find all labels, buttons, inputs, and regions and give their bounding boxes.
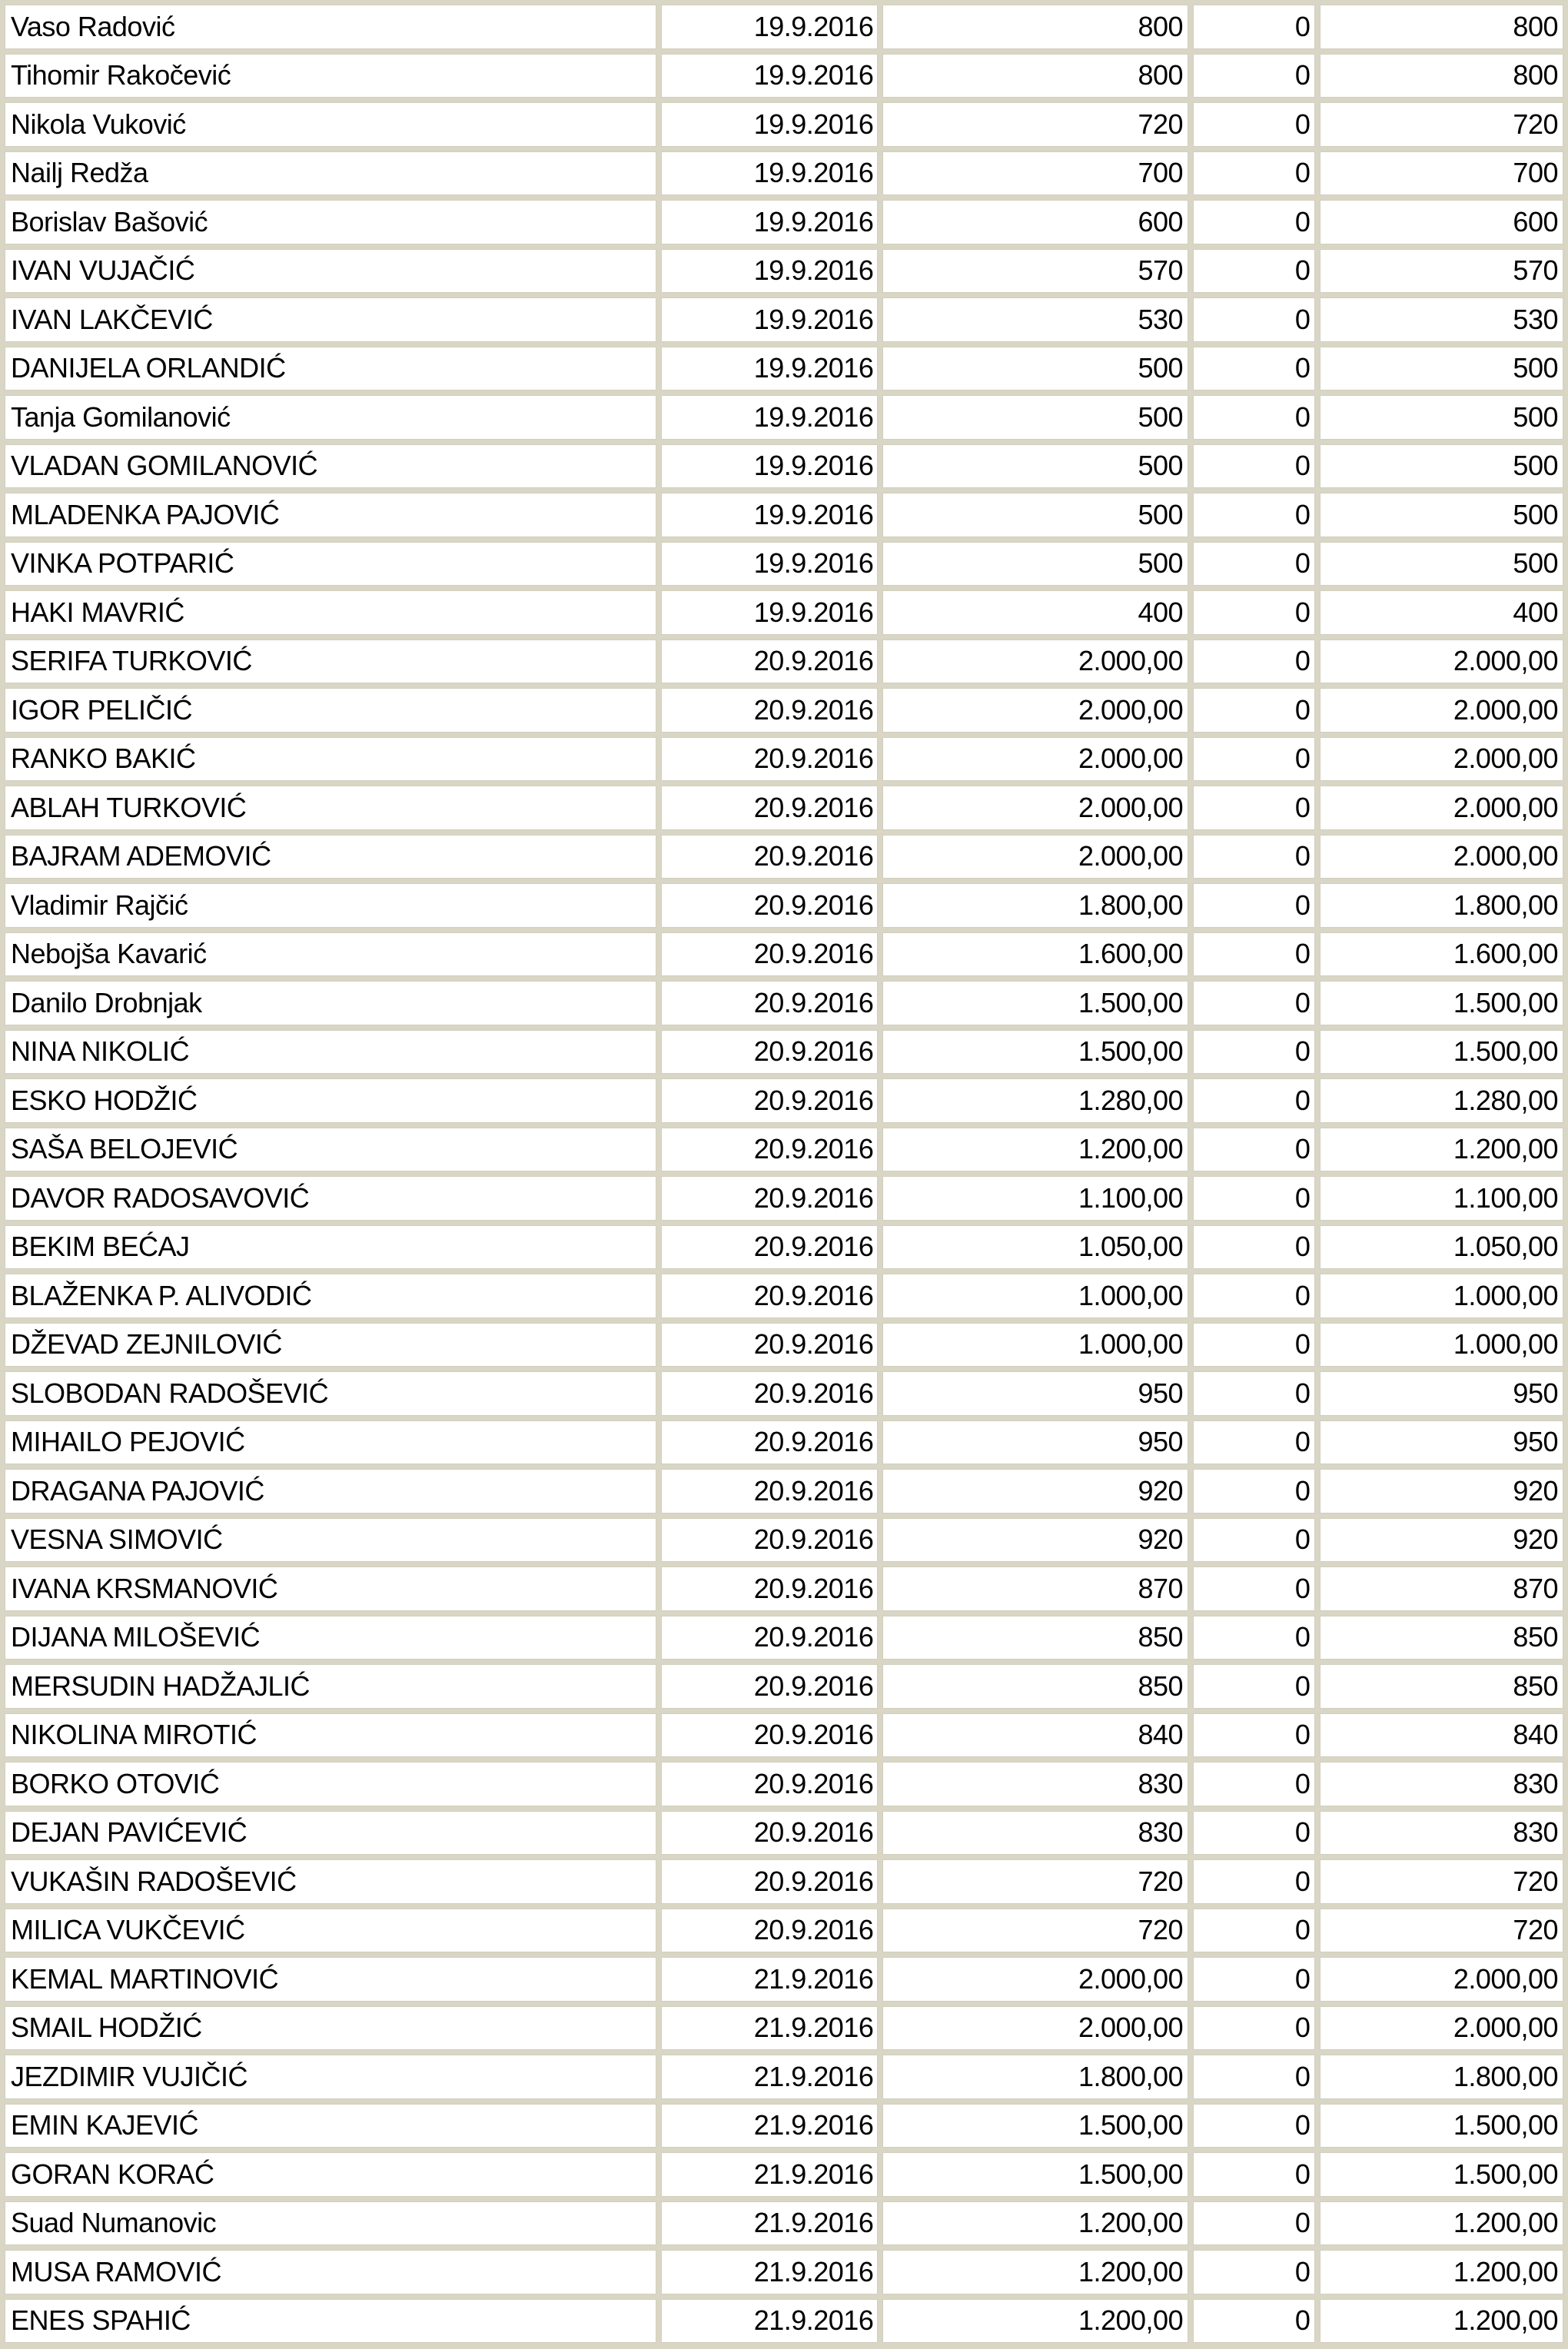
person-name-cell: BEKIM BEĆAJ	[5, 1225, 656, 1270]
amount-cell: 600	[882, 200, 1188, 244]
person-name-cell: MILICA VUKČEVIĆ	[5, 1909, 656, 1953]
date-cell: 20.9.2016	[661, 1713, 878, 1758]
person-name-cell: Suad Numanovic	[5, 2201, 656, 2246]
total-cell: 1.800,00	[1320, 2055, 1563, 2099]
person-name-cell: Nikola Vuković	[5, 102, 656, 147]
total-cell: 1.500,00	[1320, 2152, 1563, 2197]
person-name-cell: ABLAH TURKOVIĆ	[5, 786, 656, 830]
date-cell: 19.9.2016	[661, 249, 878, 294]
date-cell: 20.9.2016	[661, 786, 878, 830]
table-row	[5, 1176, 1563, 1221]
table-row	[5, 151, 1563, 196]
table-row	[5, 883, 1563, 928]
zero-cell: 0	[1193, 1323, 1315, 1367]
amount-cell: 850	[882, 1616, 1188, 1660]
total-cell: 800	[1320, 54, 1563, 98]
total-cell: 950	[1320, 1420, 1563, 1465]
table-row	[5, 2152, 1563, 2197]
zero-cell: 0	[1193, 2104, 1315, 2148]
person-name-cell: RANKO BAKIĆ	[5, 737, 656, 782]
zero-cell: 0	[1193, 444, 1315, 489]
date-cell: 19.9.2016	[661, 5, 878, 49]
total-cell: 570	[1320, 249, 1563, 294]
date-cell: 21.9.2016	[661, 2006, 878, 2051]
zero-cell: 0	[1193, 1176, 1315, 1221]
person-name-cell: HAKI MAVRIĆ	[5, 590, 656, 635]
date-cell: 20.9.2016	[661, 1567, 878, 1611]
table-row	[5, 54, 1563, 98]
person-name-cell: MERSUDIN HADŽAJLIĆ	[5, 1664, 656, 1709]
zero-cell: 0	[1193, 2006, 1315, 2051]
date-cell: 20.9.2016	[661, 932, 878, 977]
zero-cell: 0	[1193, 1225, 1315, 1270]
table-row	[5, 1811, 1563, 1856]
zero-cell: 0	[1193, 493, 1315, 537]
date-cell: 19.9.2016	[661, 347, 878, 391]
table-row	[5, 102, 1563, 147]
table-row	[5, 200, 1563, 244]
amount-cell: 2.000,00	[882, 1957, 1188, 2002]
person-name-cell: ESKO HODŽIĆ	[5, 1078, 656, 1123]
amount-cell: 1.500,00	[882, 2152, 1188, 2197]
person-name-cell: DRAGANA PAJOVIĆ	[5, 1469, 656, 1513]
date-cell: 20.9.2016	[661, 1078, 878, 1123]
zero-cell: 0	[1193, 2055, 1315, 2099]
person-name-cell: Vaso Radović	[5, 5, 656, 49]
date-cell: 20.9.2016	[661, 1469, 878, 1513]
table-row	[5, 347, 1563, 391]
zero-cell: 0	[1193, 1957, 1315, 2002]
zero-cell: 0	[1193, 1078, 1315, 1123]
person-name-cell: ENES SPAHIĆ	[5, 2299, 656, 2344]
zero-cell: 0	[1193, 2152, 1315, 2197]
amount-cell: 1.200,00	[882, 2201, 1188, 2246]
table-row	[5, 932, 1563, 977]
table-row	[5, 1518, 1563, 1563]
total-cell: 1.000,00	[1320, 1323, 1563, 1367]
person-name-cell: IVANA KRSMANOVIĆ	[5, 1567, 656, 1611]
amount-cell: 830	[882, 1762, 1188, 1806]
person-name-cell: DANIJELA ORLANDIĆ	[5, 347, 656, 391]
total-cell: 720	[1320, 1909, 1563, 1953]
total-cell: 920	[1320, 1469, 1563, 1513]
zero-cell: 0	[1193, 542, 1315, 586]
person-name-cell: Nebojša Kavarić	[5, 932, 656, 977]
person-name-cell: BAJRAM ADEMOVIĆ	[5, 835, 656, 879]
payments-table-body	[5, 5, 1563, 2343]
zero-cell: 0	[1193, 1274, 1315, 1318]
total-cell: 1.200,00	[1320, 1128, 1563, 1172]
total-cell: 840	[1320, 1713, 1563, 1758]
table-row	[5, 395, 1563, 440]
table-row	[5, 1420, 1563, 1465]
date-cell: 20.9.2016	[661, 1176, 878, 1221]
amount-cell: 1.000,00	[882, 1323, 1188, 1367]
total-cell: 830	[1320, 1762, 1563, 1806]
person-name-cell: DIJANA MILOŠEVIĆ	[5, 1616, 656, 1660]
total-cell: 1.500,00	[1320, 1030, 1563, 1075]
amount-cell: 950	[882, 1371, 1188, 1416]
zero-cell: 0	[1193, 1664, 1315, 1709]
person-name-cell: IVAN VUJAČIĆ	[5, 249, 656, 294]
table-row	[5, 1859, 1563, 1904]
table-row	[5, 2250, 1563, 2294]
table-row	[5, 493, 1563, 537]
total-cell: 1.050,00	[1320, 1225, 1563, 1270]
table-row	[5, 1371, 1563, 1416]
total-cell: 1.200,00	[1320, 2299, 1563, 2344]
amount-cell: 720	[882, 1859, 1188, 1904]
date-cell: 21.9.2016	[661, 2250, 878, 2294]
total-cell: 1.200,00	[1320, 2250, 1563, 2294]
person-name-cell: GORAN KORAĆ	[5, 2152, 656, 2197]
table-row	[5, 737, 1563, 782]
amount-cell: 500	[882, 444, 1188, 489]
zero-cell: 0	[1193, 54, 1315, 98]
person-name-cell: Borislav Bašović	[5, 200, 656, 244]
total-cell: 850	[1320, 1616, 1563, 1660]
amount-cell: 850	[882, 1664, 1188, 1709]
date-cell: 20.9.2016	[661, 1664, 878, 1709]
date-cell: 20.9.2016	[661, 981, 878, 1025]
table-row	[5, 1128, 1563, 1172]
person-name-cell: VINKA POTPARIĆ	[5, 542, 656, 586]
amount-cell: 840	[882, 1713, 1188, 1758]
total-cell: 700	[1320, 151, 1563, 196]
date-cell: 20.9.2016	[661, 1225, 878, 1270]
amount-cell: 1.200,00	[882, 2299, 1188, 2344]
amount-cell: 570	[882, 249, 1188, 294]
person-name-cell: VUKAŠIN RADOŠEVIĆ	[5, 1859, 656, 1904]
total-cell: 1.800,00	[1320, 883, 1563, 928]
amount-cell: 830	[882, 1811, 1188, 1856]
date-cell: 19.9.2016	[661, 297, 878, 342]
zero-cell: 0	[1193, 1762, 1315, 1806]
date-cell: 21.9.2016	[661, 1957, 878, 2002]
zero-cell: 0	[1193, 151, 1315, 196]
person-name-cell: SERIFA TURKOVIĆ	[5, 640, 656, 684]
amount-cell: 920	[882, 1518, 1188, 1563]
person-name-cell: SAŠA BELOJEVIĆ	[5, 1128, 656, 1172]
amount-cell: 1.000,00	[882, 1274, 1188, 1318]
amount-cell: 1.500,00	[882, 1030, 1188, 1075]
person-name-cell: MUSA RAMOVIĆ	[5, 2250, 656, 2294]
zero-cell: 0	[1193, 883, 1315, 928]
table-row	[5, 1713, 1563, 1758]
total-cell: 870	[1320, 1567, 1563, 1611]
zero-cell: 0	[1193, 1909, 1315, 1953]
amount-cell: 1.600,00	[882, 932, 1188, 977]
amount-cell: 720	[882, 1909, 1188, 1953]
person-name-cell: DEJAN PAVIĆEVIĆ	[5, 1811, 656, 1856]
zero-cell: 0	[1193, 200, 1315, 244]
total-cell: 2.000,00	[1320, 1957, 1563, 2002]
table-row	[5, 1225, 1563, 1270]
table-row	[5, 1909, 1563, 1953]
person-name-cell: SMAIL HODŽIĆ	[5, 2006, 656, 2051]
total-cell: 830	[1320, 1811, 1563, 1856]
date-cell: 19.9.2016	[661, 444, 878, 489]
date-cell: 20.9.2016	[661, 640, 878, 684]
table-row	[5, 640, 1563, 684]
person-name-cell: Nailj Redža	[5, 151, 656, 196]
total-cell: 720	[1320, 1859, 1563, 1904]
person-name-cell: BORKO OTOVIĆ	[5, 1762, 656, 1806]
table-row	[5, 590, 1563, 635]
amount-cell: 1.280,00	[882, 1078, 1188, 1123]
date-cell: 20.9.2016	[661, 1909, 878, 1953]
amount-cell: 1.500,00	[882, 2104, 1188, 2148]
zero-cell: 0	[1193, 347, 1315, 391]
date-cell: 20.9.2016	[661, 1371, 878, 1416]
date-cell: 20.9.2016	[661, 1128, 878, 1172]
amount-cell: 800	[882, 54, 1188, 98]
table-row	[5, 835, 1563, 879]
table-row	[5, 981, 1563, 1025]
table-row	[5, 1616, 1563, 1660]
zero-cell: 0	[1193, 2201, 1315, 2246]
date-cell: 21.9.2016	[661, 2104, 878, 2148]
total-cell: 1.500,00	[1320, 2104, 1563, 2148]
table-row	[5, 444, 1563, 489]
amount-cell: 1.200,00	[882, 1128, 1188, 1172]
amount-cell: 500	[882, 395, 1188, 440]
zero-cell: 0	[1193, 2299, 1315, 2344]
person-name-cell: SLOBODAN RADOŠEVIĆ	[5, 1371, 656, 1416]
table-row	[5, 1957, 1563, 2002]
date-cell: 20.9.2016	[661, 688, 878, 733]
zero-cell: 0	[1193, 786, 1315, 830]
person-name-cell: Tihomir Rakočević	[5, 54, 656, 98]
zero-cell: 0	[1193, 395, 1315, 440]
person-name-cell: Tanja Gomilanović	[5, 395, 656, 440]
date-cell: 21.9.2016	[661, 2152, 878, 2197]
amount-cell: 2.000,00	[882, 835, 1188, 879]
date-cell: 20.9.2016	[661, 835, 878, 879]
date-cell: 19.9.2016	[661, 102, 878, 147]
zero-cell: 0	[1193, 102, 1315, 147]
total-cell: 2.000,00	[1320, 688, 1563, 733]
zero-cell: 0	[1193, 2250, 1315, 2294]
amount-cell: 1.200,00	[882, 2250, 1188, 2294]
date-cell: 20.9.2016	[661, 1762, 878, 1806]
amount-cell: 2.000,00	[882, 2006, 1188, 2051]
table-row	[5, 1274, 1563, 1318]
date-cell: 21.9.2016	[661, 2299, 878, 2344]
total-cell: 2.000,00	[1320, 2006, 1563, 2051]
zero-cell: 0	[1193, 1567, 1315, 1611]
person-name-cell: MIHAILO PEJOVIĆ	[5, 1420, 656, 1465]
person-name-cell: MLADENKA PAJOVIĆ	[5, 493, 656, 537]
table-row	[5, 1664, 1563, 1709]
total-cell: 500	[1320, 395, 1563, 440]
person-name-cell: IVAN LAKČEVIĆ	[5, 297, 656, 342]
total-cell: 500	[1320, 542, 1563, 586]
person-name-cell: IGOR PELIČIĆ	[5, 688, 656, 733]
amount-cell: 950	[882, 1420, 1188, 1465]
total-cell: 850	[1320, 1664, 1563, 1709]
total-cell: 2.000,00	[1320, 835, 1563, 879]
zero-cell: 0	[1193, 640, 1315, 684]
table-row	[5, 2055, 1563, 2099]
date-cell: 20.9.2016	[661, 883, 878, 928]
table-row	[5, 1567, 1563, 1611]
total-cell: 500	[1320, 444, 1563, 489]
zero-cell: 0	[1193, 1859, 1315, 1904]
date-cell: 19.9.2016	[661, 542, 878, 586]
zero-cell: 0	[1193, 737, 1315, 782]
table-row	[5, 1469, 1563, 1513]
date-cell: 20.9.2016	[661, 1616, 878, 1660]
table-row	[5, 1030, 1563, 1075]
date-cell: 20.9.2016	[661, 1811, 878, 1856]
total-cell: 800	[1320, 5, 1563, 49]
date-cell: 19.9.2016	[661, 493, 878, 537]
zero-cell: 0	[1193, 1371, 1315, 1416]
table-row	[5, 2201, 1563, 2246]
amount-cell: 1.100,00	[882, 1176, 1188, 1221]
amount-cell: 2.000,00	[882, 640, 1188, 684]
amount-cell: 1.800,00	[882, 2055, 1188, 2099]
date-cell: 19.9.2016	[661, 395, 878, 440]
person-name-cell: VESNA SIMOVIĆ	[5, 1518, 656, 1563]
person-name-cell: KEMAL MARTINOVIĆ	[5, 1957, 656, 2002]
date-cell: 20.9.2016	[661, 1274, 878, 1318]
zero-cell: 0	[1193, 590, 1315, 635]
table-row	[5, 297, 1563, 342]
table-row	[5, 2006, 1563, 2051]
person-name-cell: JEZDIMIR VUJIČIĆ	[5, 2055, 656, 2099]
zero-cell: 0	[1193, 1713, 1315, 1758]
date-cell: 20.9.2016	[661, 1420, 878, 1465]
amount-cell: 530	[882, 297, 1188, 342]
person-name-cell: Vladimir Rajčić	[5, 883, 656, 928]
total-cell: 500	[1320, 493, 1563, 537]
table-row	[5, 688, 1563, 733]
date-cell: 20.9.2016	[661, 1030, 878, 1075]
zero-cell: 0	[1193, 1420, 1315, 1465]
amount-cell: 500	[882, 542, 1188, 586]
total-cell: 400	[1320, 590, 1563, 635]
zero-cell: 0	[1193, 688, 1315, 733]
zero-cell: 0	[1193, 249, 1315, 294]
total-cell: 600	[1320, 200, 1563, 244]
total-cell: 2.000,00	[1320, 640, 1563, 684]
total-cell: 2.000,00	[1320, 737, 1563, 782]
total-cell: 920	[1320, 1518, 1563, 1563]
table-row	[5, 786, 1563, 830]
zero-cell: 0	[1193, 297, 1315, 342]
zero-cell: 0	[1193, 1128, 1315, 1172]
zero-cell: 0	[1193, 981, 1315, 1025]
total-cell: 1.200,00	[1320, 2201, 1563, 2246]
amount-cell: 2.000,00	[882, 737, 1188, 782]
table-row	[5, 249, 1563, 294]
amount-cell: 2.000,00	[882, 688, 1188, 733]
table-row	[5, 2299, 1563, 2344]
date-cell: 19.9.2016	[661, 151, 878, 196]
amount-cell: 920	[882, 1469, 1188, 1513]
zero-cell: 0	[1193, 1469, 1315, 1513]
table-row	[5, 1078, 1563, 1123]
zero-cell: 0	[1193, 1518, 1315, 1563]
total-cell: 1.280,00	[1320, 1078, 1563, 1123]
zero-cell: 0	[1193, 1811, 1315, 1856]
date-cell: 19.9.2016	[661, 54, 878, 98]
total-cell: 2.000,00	[1320, 786, 1563, 830]
total-cell: 500	[1320, 347, 1563, 391]
table-row	[5, 1762, 1563, 1806]
person-name-cell: NINA NIKOLIĆ	[5, 1030, 656, 1075]
table-row	[5, 2104, 1563, 2148]
total-cell: 1.100,00	[1320, 1176, 1563, 1221]
date-cell: 20.9.2016	[661, 1859, 878, 1904]
total-cell: 1.000,00	[1320, 1274, 1563, 1318]
amount-cell: 500	[882, 347, 1188, 391]
total-cell: 1.500,00	[1320, 981, 1563, 1025]
amount-cell: 1.050,00	[882, 1225, 1188, 1270]
amount-cell: 1.800,00	[882, 883, 1188, 928]
total-cell: 1.600,00	[1320, 932, 1563, 977]
table-row	[5, 1323, 1563, 1367]
total-cell: 720	[1320, 102, 1563, 147]
amount-cell: 800	[882, 5, 1188, 49]
date-cell: 19.9.2016	[661, 200, 878, 244]
amount-cell: 2.000,00	[882, 786, 1188, 830]
date-cell: 20.9.2016	[661, 1323, 878, 1367]
total-cell: 530	[1320, 297, 1563, 342]
date-cell: 21.9.2016	[661, 2055, 878, 2099]
date-cell: 20.9.2016	[661, 1518, 878, 1563]
person-name-cell: DŽEVAD ZEJNILOVIĆ	[5, 1323, 656, 1367]
zero-cell: 0	[1193, 1616, 1315, 1660]
person-name-cell: VLADAN GOMILANOVIĆ	[5, 444, 656, 489]
person-name-cell: BLAŽENKA P. ALIVODIĆ	[5, 1274, 656, 1318]
zero-cell: 0	[1193, 932, 1315, 977]
zero-cell: 0	[1193, 835, 1315, 879]
date-cell: 21.9.2016	[661, 2201, 878, 2246]
amount-cell: 400	[882, 590, 1188, 635]
amount-cell: 720	[882, 102, 1188, 147]
person-name-cell: NIKOLINA MIROTIĆ	[5, 1713, 656, 1758]
date-cell: 20.9.2016	[661, 737, 878, 782]
zero-cell: 0	[1193, 5, 1315, 49]
zero-cell: 0	[1193, 1030, 1315, 1075]
amount-cell: 500	[882, 493, 1188, 537]
amount-cell: 1.500,00	[882, 981, 1188, 1025]
total-cell: 950	[1320, 1371, 1563, 1416]
amount-cell: 700	[882, 151, 1188, 196]
date-cell: 19.9.2016	[661, 590, 878, 635]
table-row	[5, 5, 1563, 49]
person-name-cell: Danilo Drobnjak	[5, 981, 656, 1025]
person-name-cell: EMIN KAJEVIĆ	[5, 2104, 656, 2148]
amount-cell: 870	[882, 1567, 1188, 1611]
person-name-cell: DAVOR RADOSAVOVIĆ	[5, 1176, 656, 1221]
table-row	[5, 542, 1563, 586]
